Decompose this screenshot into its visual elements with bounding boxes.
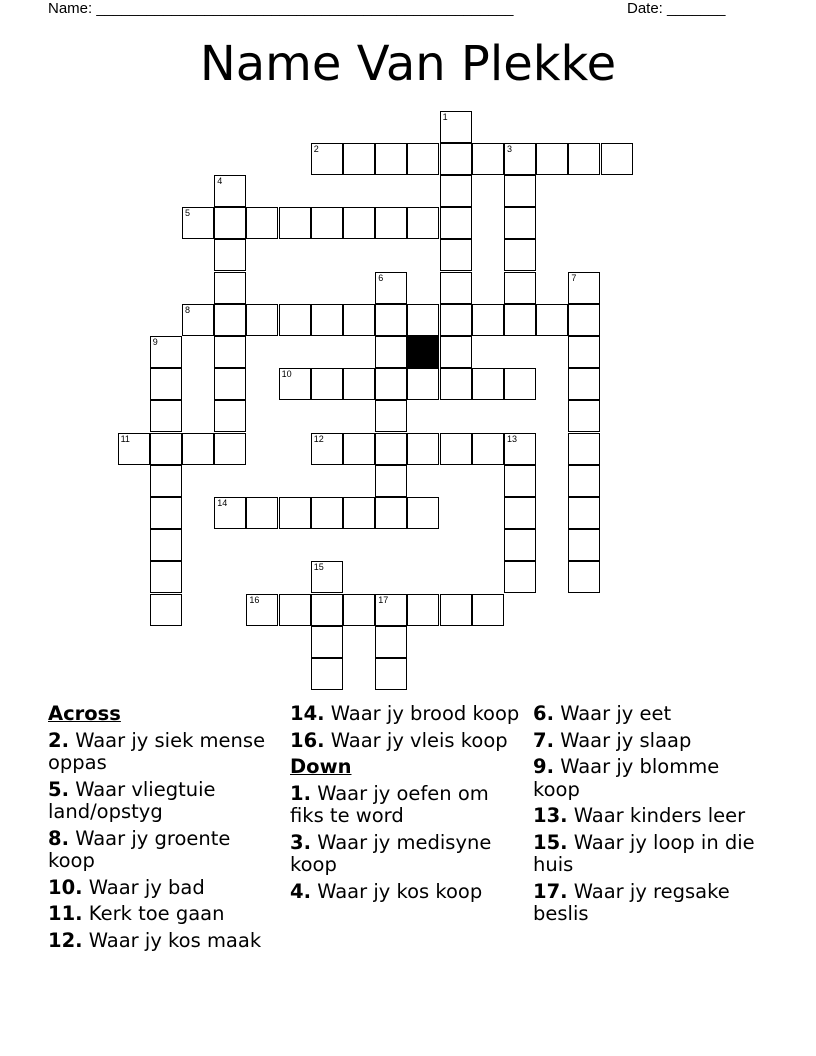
clue-text: Kerk toe gaan: [88, 902, 225, 925]
clue-number: 7.: [533, 728, 554, 752]
grid-cell-3[interactable]: [504, 143, 536, 175]
grid-cell[interactable]: [568, 400, 600, 432]
grid-cell[interactable]: [311, 368, 343, 400]
grid-cell[interactable]: [407, 433, 439, 465]
clue-across-2: [48, 730, 280, 775]
grid-cell[interactable]: [472, 368, 504, 400]
grid-cell[interactable]: [343, 497, 375, 529]
grid-cell[interactable]: [472, 433, 504, 465]
clue-number-label: 1: [442, 111, 448, 122]
clue-number-label: 5: [185, 208, 191, 219]
grid-cell[interactable]: [440, 594, 472, 626]
across-heading: Across: [48, 702, 121, 725]
grid-cell[interactable]: [568, 561, 600, 593]
grid-cell[interactable]: [343, 368, 375, 400]
clue-number: 4.: [290, 879, 311, 903]
grid-cell[interactable]: [536, 143, 568, 175]
grid-cell-12[interactable]: [311, 433, 343, 465]
grid-cell[interactable]: [375, 207, 407, 239]
grid-cell[interactable]: [311, 497, 343, 529]
clue-number: 5.: [48, 777, 69, 801]
clue-number: 15.: [533, 830, 568, 854]
clue-number: 14.: [290, 702, 325, 725]
clue-text: Waar jy slaap: [560, 728, 692, 752]
grid-cell[interactable]: [407, 497, 439, 529]
grid-cell[interactable]: [311, 207, 343, 239]
grid-cell[interactable]: [407, 368, 439, 400]
clue-number-label: 11: [120, 433, 130, 444]
grid-cell[interactable]: [375, 368, 407, 400]
grid-cell[interactable]: [246, 207, 278, 239]
grid-cell[interactable]: [343, 594, 375, 626]
grid-cell[interactable]: [536, 304, 568, 336]
clue-number: 11.: [48, 902, 83, 925]
clue-number-label: 13: [507, 433, 518, 444]
clue-number-label: 9: [152, 337, 158, 347]
grid-cell[interactable]: [504, 368, 536, 400]
grid-cell[interactable]: [279, 207, 311, 239]
grid-cell[interactable]: [440, 272, 472, 304]
grid-cell-15[interactable]: [311, 561, 343, 593]
grid-cell[interactable]: [311, 658, 343, 690]
grid-cell[interactable]: [568, 336, 600, 368]
grid-cell[interactable]: [472, 143, 504, 175]
grid-cell-14[interactable]: [214, 497, 246, 529]
grid-cell[interactable]: [375, 465, 407, 497]
grid-cell-17[interactable]: [375, 594, 407, 626]
grid-cell[interactable]: [375, 400, 407, 432]
grid-cell[interactable]: [214, 400, 246, 432]
black-cell: [407, 336, 439, 368]
clue-number: 16.: [290, 728, 325, 752]
grid-cell[interactable]: [311, 304, 343, 336]
grid-cell[interactable]: [504, 272, 536, 304]
clue-number-label: 8: [185, 304, 191, 315]
grid-cell[interactable]: [504, 561, 536, 593]
clue-number-label: 17: [378, 594, 389, 605]
clue-number: 17.: [533, 879, 568, 903]
grid-cell[interactable]: [440, 304, 472, 336]
clue-number-label: 3: [507, 143, 513, 154]
grid-cell-10[interactable]: [279, 368, 311, 400]
grid-cell-4[interactable]: [214, 175, 246, 207]
clue-text: Waar jy regsake beslis: [533, 879, 730, 925]
grid-cell-9[interactable]: [150, 336, 182, 368]
grid-cell[interactable]: [568, 304, 600, 336]
clue-number: 10.: [48, 875, 83, 899]
grid-cell[interactable]: [182, 433, 214, 465]
grid-cell[interactable]: [568, 529, 600, 561]
clue-text: Waar jy blomme koop: [533, 755, 720, 801]
clue-number: 3.: [290, 830, 311, 854]
grid-cell[interactable]: [504, 175, 536, 207]
clue-number-label: 6: [378, 272, 384, 283]
grid-cell[interactable]: [504, 239, 536, 271]
grid-cell-6[interactable]: [375, 272, 407, 304]
clue-text: Waar jy bad: [88, 875, 205, 899]
grid-cell[interactable]: [214, 207, 246, 239]
clue-number-label: 14: [217, 498, 228, 508]
grid-cell[interactable]: [150, 529, 182, 561]
grid-cell[interactable]: [504, 207, 536, 239]
grid-cell[interactable]: [407, 143, 439, 175]
clue-down-17: [533, 881, 765, 926]
grid-cell[interactable]: [150, 465, 182, 497]
grid-cell[interactable]: [375, 336, 407, 368]
clue-text: Waar vliegtuie land/opstyg: [48, 777, 216, 823]
grid-cell[interactable]: [504, 529, 536, 561]
grid-cell[interactable]: [311, 594, 343, 626]
grid-cell[interactable]: [150, 497, 182, 529]
grid-cell[interactable]: [407, 304, 439, 336]
grid-cell[interactable]: [504, 304, 536, 336]
grid-cell[interactable]: [246, 497, 278, 529]
clue-number: 9.: [533, 755, 554, 778]
clue-text: Waar jy kos koop: [317, 879, 483, 903]
clue-column-3: [533, 703, 765, 930]
grid-cell[interactable]: [472, 594, 504, 626]
grid-cell[interactable]: [214, 433, 246, 465]
clue-number-label: 4: [217, 176, 223, 186]
grid-cell[interactable]: [214, 368, 246, 400]
clue-across-16: [290, 730, 522, 753]
clue-text: Waar jy oefen om fiks te word: [290, 781, 489, 827]
grid-cell[interactable]: [150, 594, 182, 626]
grid-cell[interactable]: [279, 594, 311, 626]
clue-column-2: [290, 703, 522, 907]
clue-down-1: [290, 783, 522, 828]
grid-cell-8[interactable]: [182, 304, 214, 336]
grid-cell-11[interactable]: [118, 433, 150, 465]
grid-cell[interactable]: [279, 497, 311, 529]
grid-cell[interactable]: [440, 175, 472, 207]
grid-cell[interactable]: [568, 433, 600, 465]
clue-down-3: [290, 832, 522, 877]
grid-cell[interactable]: [375, 626, 407, 658]
clue-number-label: 7: [571, 272, 577, 283]
clue-across-11: [48, 903, 280, 926]
grid-cell[interactable]: [504, 497, 536, 529]
grid-cell[interactable]: [214, 272, 246, 304]
grid-cell[interactable]: [375, 143, 407, 175]
clue-number-label: 12: [313, 433, 324, 444]
grid-cell[interactable]: [214, 336, 246, 368]
grid-cell[interactable]: [343, 304, 375, 336]
clue-number-label: 2: [313, 143, 319, 154]
grid-cell[interactable]: [375, 304, 407, 336]
clue-text: Waar jy siek mense oppas: [48, 728, 266, 774]
grid-cell[interactable]: [440, 368, 472, 400]
date-field[interactable]: Date: _______: [627, 0, 726, 17]
clue-across-14: [290, 703, 522, 726]
grid-cell[interactable]: [568, 368, 600, 400]
grid-cell[interactable]: [150, 368, 182, 400]
grid-cell-13[interactable]: [504, 433, 536, 465]
grid-cell-2[interactable]: [311, 143, 343, 175]
grid-cell[interactable]: [343, 143, 375, 175]
clue-text: Waar jy medisyne koop: [290, 830, 492, 876]
grid-cell-5[interactable]: [182, 207, 214, 239]
clue-text: Waar jy brood koop: [330, 702, 520, 725]
down-heading: Down: [290, 755, 352, 778]
clue-across-5: [48, 779, 280, 824]
clue-number-label: 10: [281, 369, 292, 380]
grid-cell[interactable]: [375, 658, 407, 690]
clue-text: Waar jy eet: [560, 702, 672, 725]
clue-number: 2.: [48, 728, 69, 752]
clue-column-1: [48, 703, 280, 956]
grid-cell[interactable]: [504, 465, 536, 497]
clue-number: 6.: [533, 702, 554, 725]
clue-down-7: [533, 730, 765, 753]
grid-cell[interactable]: [440, 207, 472, 239]
grid-cell[interactable]: [214, 304, 246, 336]
clue-text: Waar jy loop in die huis: [533, 830, 755, 876]
grid-cell[interactable]: [311, 626, 343, 658]
clue-number: 12.: [48, 928, 83, 952]
grid-cell[interactable]: [472, 304, 504, 336]
clue-across-8: [48, 828, 280, 873]
grid-cell[interactable]: [568, 143, 600, 175]
clue-across-12: [48, 930, 280, 953]
grid-cell[interactable]: [150, 400, 182, 432]
grid-cell[interactable]: [568, 497, 600, 529]
clue-number: 13.: [533, 804, 568, 827]
grid-cell-16[interactable]: [246, 594, 278, 626]
page-title: Name Van Plekke: [199, 36, 617, 92]
grid-cell[interactable]: [440, 336, 472, 368]
clue-text: Waar jy kos maak: [88, 928, 262, 952]
grid-cell[interactable]: [407, 594, 439, 626]
clue-number-label: 16: [249, 594, 260, 605]
grid-cell[interactable]: [440, 239, 472, 271]
clue-text: Waar jy groente koop: [48, 826, 231, 872]
grid-cell[interactable]: [343, 433, 375, 465]
clue-number: 1.: [290, 781, 311, 805]
grid-cell[interactable]: [246, 304, 278, 336]
grid-cell[interactable]: [407, 207, 439, 239]
grid-cell[interactable]: [440, 433, 472, 465]
clue-text: Waar kinders leer: [573, 804, 746, 827]
clue-down-15: [533, 832, 765, 877]
grid-cell[interactable]: [375, 497, 407, 529]
grid-cell[interactable]: [214, 239, 246, 271]
grid-cell[interactable]: [375, 433, 407, 465]
clue-number-label: 15: [313, 562, 324, 573]
clue-down-9: [533, 756, 765, 801]
clue-down-4: [290, 881, 522, 904]
grid-cell[interactable]: [279, 304, 311, 336]
grid-cell[interactable]: [440, 143, 472, 175]
grid-cell-7[interactable]: [568, 272, 600, 304]
name-field[interactable]: Name: __________________________________________________: [48, 0, 514, 17]
clue-number: 8.: [48, 826, 69, 850]
grid-cell[interactable]: [568, 465, 600, 497]
grid-cell[interactable]: [601, 143, 633, 175]
clue-across-10: [48, 877, 280, 900]
grid-cell[interactable]: [150, 433, 182, 465]
grid-cell[interactable]: [150, 561, 182, 593]
grid-cell[interactable]: [343, 207, 375, 239]
clue-down-6: [533, 703, 765, 726]
grid-cell-1[interactable]: [440, 111, 472, 143]
clue-text: Waar jy vleis koop: [330, 728, 508, 752]
clue-down-13: [533, 805, 765, 828]
